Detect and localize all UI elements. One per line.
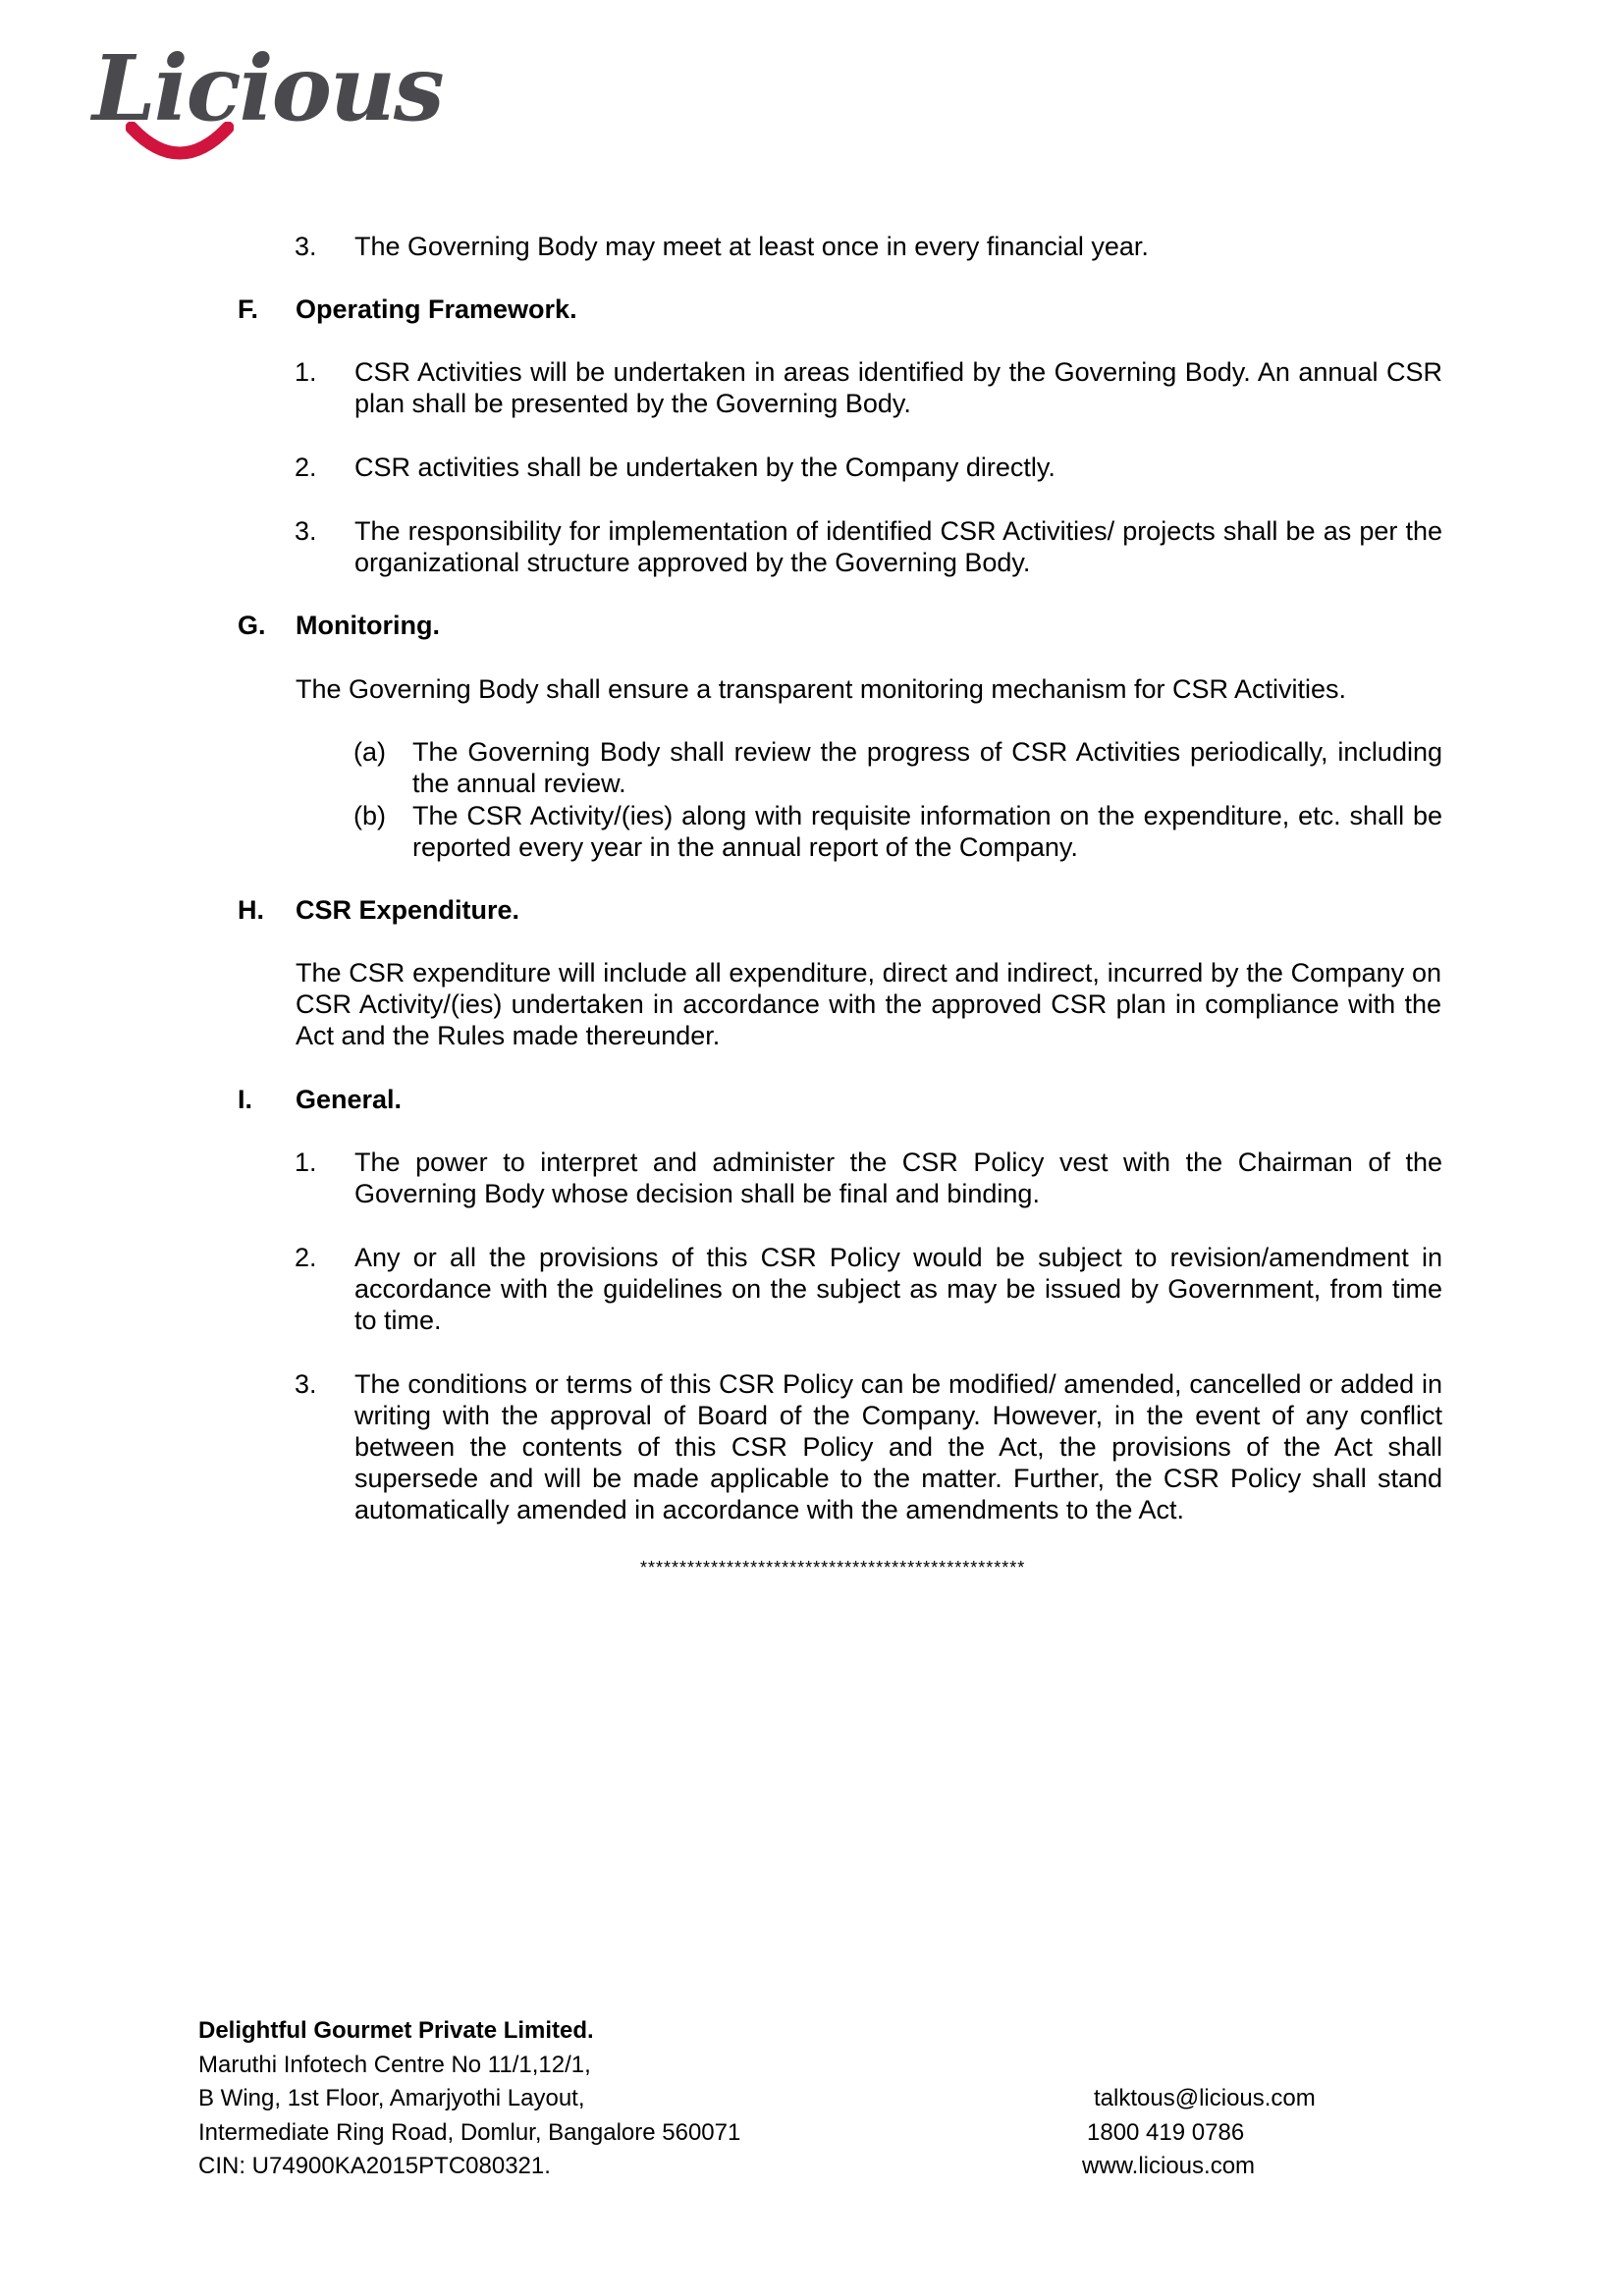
list-number: 3. <box>295 1369 317 1399</box>
section-intro: The Governing Body shall ensure a transparent monitoring mechanism for CSR Activities. <box>296 674 1346 704</box>
list-item-text: CSR activities shall be undertaken by the Company directly. <box>354 453 1056 482</box>
footer-company-name: Delightful Gourmet Private Limited. <box>198 2017 594 2044</box>
section-title-g: Monitoring. <box>296 611 440 640</box>
section-letter-g: G. <box>238 611 266 640</box>
footer-address-line: Intermediate Ring Road, Domlur, Bangalore 560071 <box>198 2118 741 2146</box>
sublist-label: (a) <box>353 737 386 767</box>
sublist-item-text: The CSR Activity/(ies) along with requisite information on the expenditure, etc. shall be reported every year in the annual report of the Company. <box>412 801 1442 862</box>
footer-phone: 1800 419 0786 <box>1087 2119 1245 2146</box>
section-title-i: General. <box>296 1085 403 1114</box>
sublist-label: (b) <box>353 801 386 830</box>
licious-logo <box>92 35 443 171</box>
section-title-h: CSR Expenditure. <box>296 895 520 925</box>
list-number: 2. <box>295 453 317 482</box>
list-item-text: The responsibility for implementation of identified CSR Activities/ projects shall be as per the organizational structure approved by the Governing Body. <box>354 516 1442 577</box>
end-marker: ************************************************* <box>640 1558 1026 1577</box>
section-title-f: Operating Framework. <box>296 294 577 324</box>
footer-cin: CIN: U74900KA2015PTC080321. <box>198 2153 551 2179</box>
list-number: 3. <box>295 516 317 546</box>
item-text: The Governing Body may meet at least once in every financial year. <box>354 232 1149 261</box>
footer-address-line: B Wing, 1st Floor, Amarjyothi Layout, <box>198 2085 585 2111</box>
section-letter-f: F. <box>238 294 259 324</box>
section-body: The CSR expenditure will include all expenditure, direct and indirect, incurred by the Company on CSR Activity/(ies) undertaken in accordance with the approved CSR plan in compliance with the Act and the Rules made thereunder. <box>296 958 1441 1050</box>
list-number: 1. <box>295 357 317 387</box>
list-number: 1. <box>295 1148 317 1177</box>
section-letter-h: H. <box>238 895 264 925</box>
section-letter-i: I. <box>238 1085 253 1114</box>
footer-address-block <box>198 2014 740 2184</box>
list-item-text: The power to interpret and administer the CSR Policy vest with the Chairman of the Governing Body whose decision shall be final and binding. <box>354 1148 1442 1208</box>
list-item-text: CSR Activities will be undertaken in areas identified by the Governing Body. An annual CSR plan shall be presented by the Governing Body. <box>354 357 1442 418</box>
item-number: 3. <box>295 232 317 261</box>
logo-smile-icon <box>126 122 234 171</box>
list-item-text: Any or all the provisions of this CSR Policy would be subject to revision/amendment in accordance with the guidelines on the subject as may be issued by Government, from time to time. <box>354 1243 1442 1335</box>
list-number: 2. <box>295 1243 317 1272</box>
footer-address-line: Maruthi Infotech Centre No 11/1,12/1, <box>198 2051 591 2078</box>
footer-website: www.licious.com <box>1082 2153 1256 2179</box>
sublist-item-text: The Governing Body shall review the progress of CSR Activities periodically, including the annual review. <box>412 737 1442 798</box>
logo-wordmark: Licious <box>92 35 443 141</box>
footer-email: talktous@licious.com <box>1094 2085 1316 2111</box>
list-item-text: The conditions or terms of this CSR Policy can be modified/ amended, cancelled or added in writing with the approval of Board of the Company. However, in the event of any conflict between the contents of this CSR Policy and the Act, the provisions of the Act shall supersede and will be made applicable to the matter. Further, the CSR Policy shall stand automatically amended in accordance with the amendments to the Act. <box>354 1369 1442 1524</box>
